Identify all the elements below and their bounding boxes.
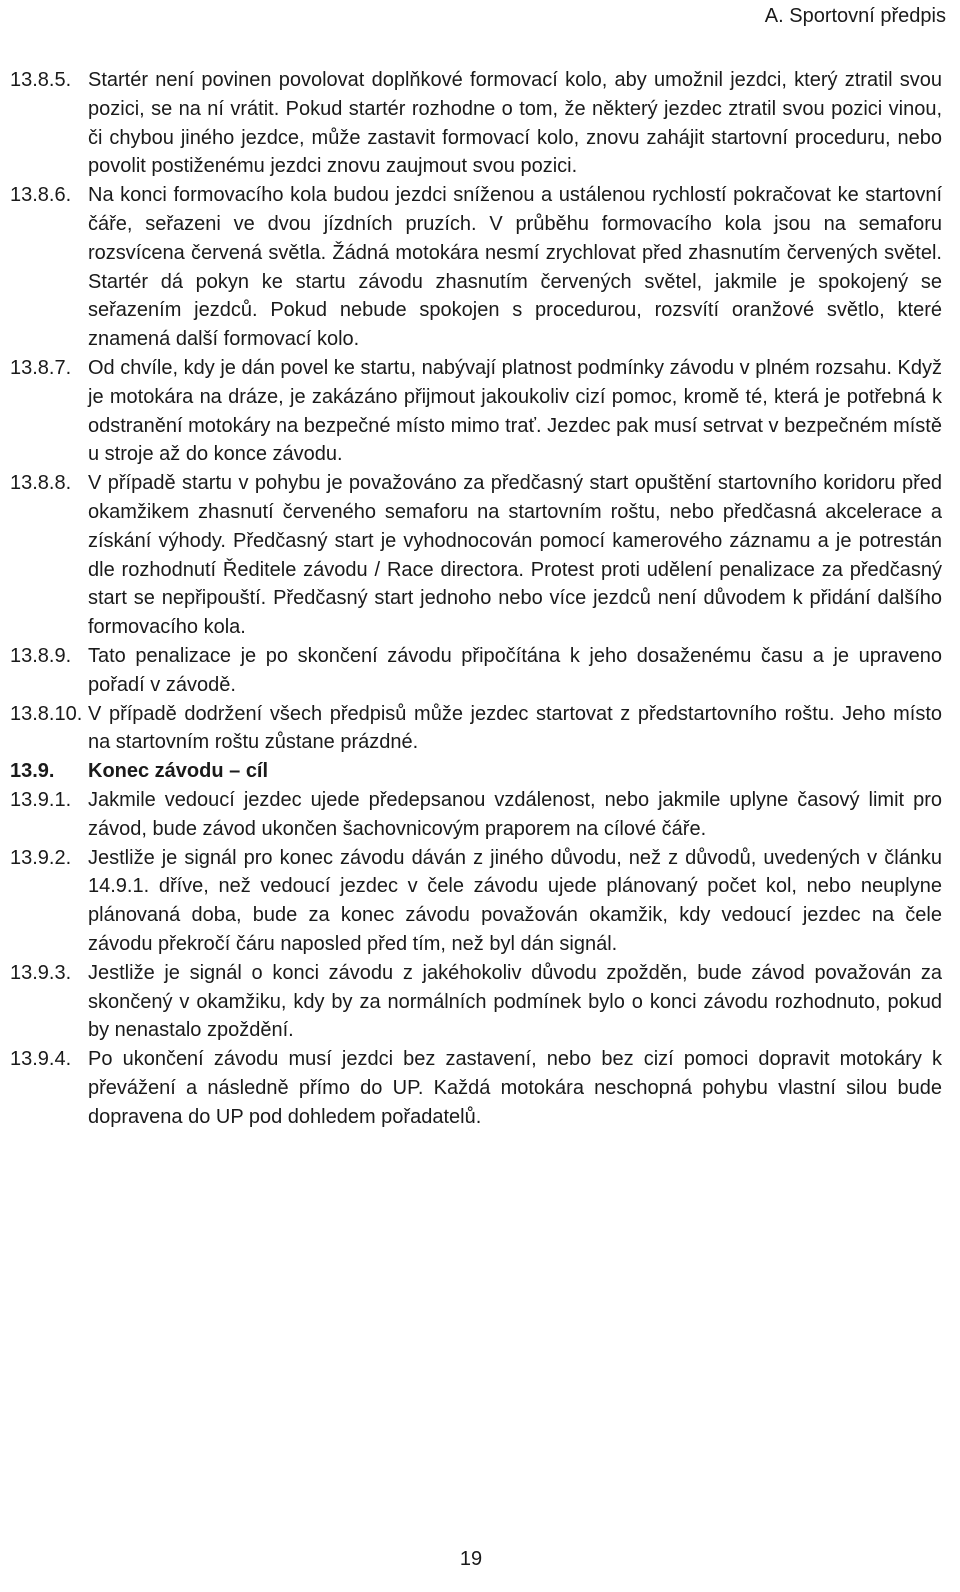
section-heading — [10, 757, 942, 786]
article-13-8-7 — [10, 354, 942, 469]
section-title: Konec závodu – cíl — [88, 760, 269, 783]
article-number: 13.9.2. — [10, 846, 72, 869]
article-text: Na konci formovacího kola budou jezdci sníženou a ustálenou rychlostí pokračovat ke startovní čáře, seřazeni ve dvou jízdních pruzích. V průběhu formovacího kola jsou na semaforu rozsvícena červená světla. Žádná motokára nesmí zrychlovat před zhasnutím červených světel. Startér dá pokyn ke startu závodu zhasnutím červených světel, jakmile je spokojený se seřazením jezdců. Pokud nebude spokojen s procedurou, rozsvítí oranžové světlo, které znamená další formovací kolo. — [88, 184, 942, 351]
article-text: Startér není povinen povolovat doplňkové formovací kolo, aby umožnil jezdci, který ztratil svou pozici, se na ní vrátit. Pokud startér rozhodne o tom, že některý jezdec ztratil svou pozici vinou, či chybou jiného jezdce, může zastavit formovací kolo, znovu zahájit startovní proceduru, nebo povolit postiženému jezdci znovu zaujmout svou pozici. — [88, 69, 942, 178]
article-13-8-8 — [10, 469, 942, 642]
article-13-9-3 — [10, 959, 942, 1045]
article-text: Po ukončení závodu musí jezdci bez zastavení, nebo bez cizí pomoci dopravit motokáry k převážení a následně přímo do UP. Každá motokára neschopná pohybu vlastní silou bude dopravena do UP pod dohledem pořadatelů. — [88, 1048, 942, 1128]
page-header: A. Sportovní předpis — [764, 5, 946, 27]
article-text: V případě startu v pohybu je považováno za předčasný start opuštění startovního koridoru před okamžikem zhasnutí červeného semaforu na startovním roštu, nebo předčasná akcelerace a získání výhody. Předčasný start je vyhodnocován pomocí kamerového záznamu a je potrestán dle rozhodnutí Ředitele závodu / Race directora. Protest proti udělení penalizace za předčasný start se nepřipouští. Předčasný start jednoho nebo více jezdců není důvodem k přidání dalšího formovacího kola. — [88, 472, 942, 639]
article-13-9-1 — [10, 786, 942, 844]
article-13-8-9 — [10, 642, 942, 700]
section-number: 13.9. — [10, 760, 55, 783]
article-text: Tato penalizace je po skončení závodu připočítána k jeho dosaženému času a je upraveno pořadí v závodě. — [88, 644, 942, 696]
document-body — [10, 66, 942, 1131]
article-number: 13.9.4. — [10, 1048, 72, 1071]
article-number: 13.8.7. — [10, 356, 72, 379]
article-number: 13.8.5. — [10, 69, 72, 91]
article-number: 13.9.1. — [10, 788, 72, 811]
article-text: V případě dodržení všech předpisů může jezdec startovat z předstartovního roštu. Jeho místo na startovním roštu zůstane prázdné. — [88, 702, 942, 754]
article-text: Jakmile vedoucí jezdec ujede předepsanou vzdálenost, nebo jakmile uplyne časový limit pro závod, bude závod ukončen šachovnicovým praporem na cílové čáře. — [88, 788, 942, 840]
article-13-9-4 — [10, 1045, 942, 1131]
article-text: Od chvíle, kdy je dán povel ke startu, nabývají platnost podmínky závodu v plném rozsahu. Když je motokára na dráze, je zakázáno přijmout jakoukoliv cizí pomoc, kromě té, která je potřebná k odstranění motokáry na bezpečné místo mimo trať. Jezdec pak musí setrvat v bezpečném místě u stroje až do konce závodu. — [88, 356, 942, 466]
article-number: 13.8.9. — [10, 644, 72, 667]
article-13-9-2 — [10, 844, 942, 959]
article-number: 13.8.8. — [10, 472, 72, 495]
article-text: Jestliže je signál o konci závodu z jakéhokoliv důvodu zpožděn, bude závod považován za skončený v okamžiku, kdy by za normálních podmínek bylo o konci závodu rozhodnuto, pokud by nenastalo zpoždění. — [88, 961, 942, 1042]
page-number: 19 — [459, 1548, 483, 1570]
article-number: 13.8.6. — [10, 184, 72, 207]
article-13-8-6 — [10, 181, 942, 354]
article-number: 13.9.3. — [10, 961, 72, 984]
article-13-8-5 — [10, 66, 942, 181]
article-number: 13.8.10. — [10, 702, 83, 725]
article-13-8-10 — [10, 700, 942, 758]
article-text: Jestliže je signál pro konec závodu dáván z jiného důvodu, než z důvodů, uvedených v článku 14.9.1. dříve, než vedoucí jezdec v čele závodu ujede plánovaný počet kol, nebo neuplyne plánovaná doba, bude za konec závodu považován okamžik, kdy vedoucí jezdec na čele závodu překročí čáru naposled před tím, než byl dán signál. — [88, 846, 942, 955]
